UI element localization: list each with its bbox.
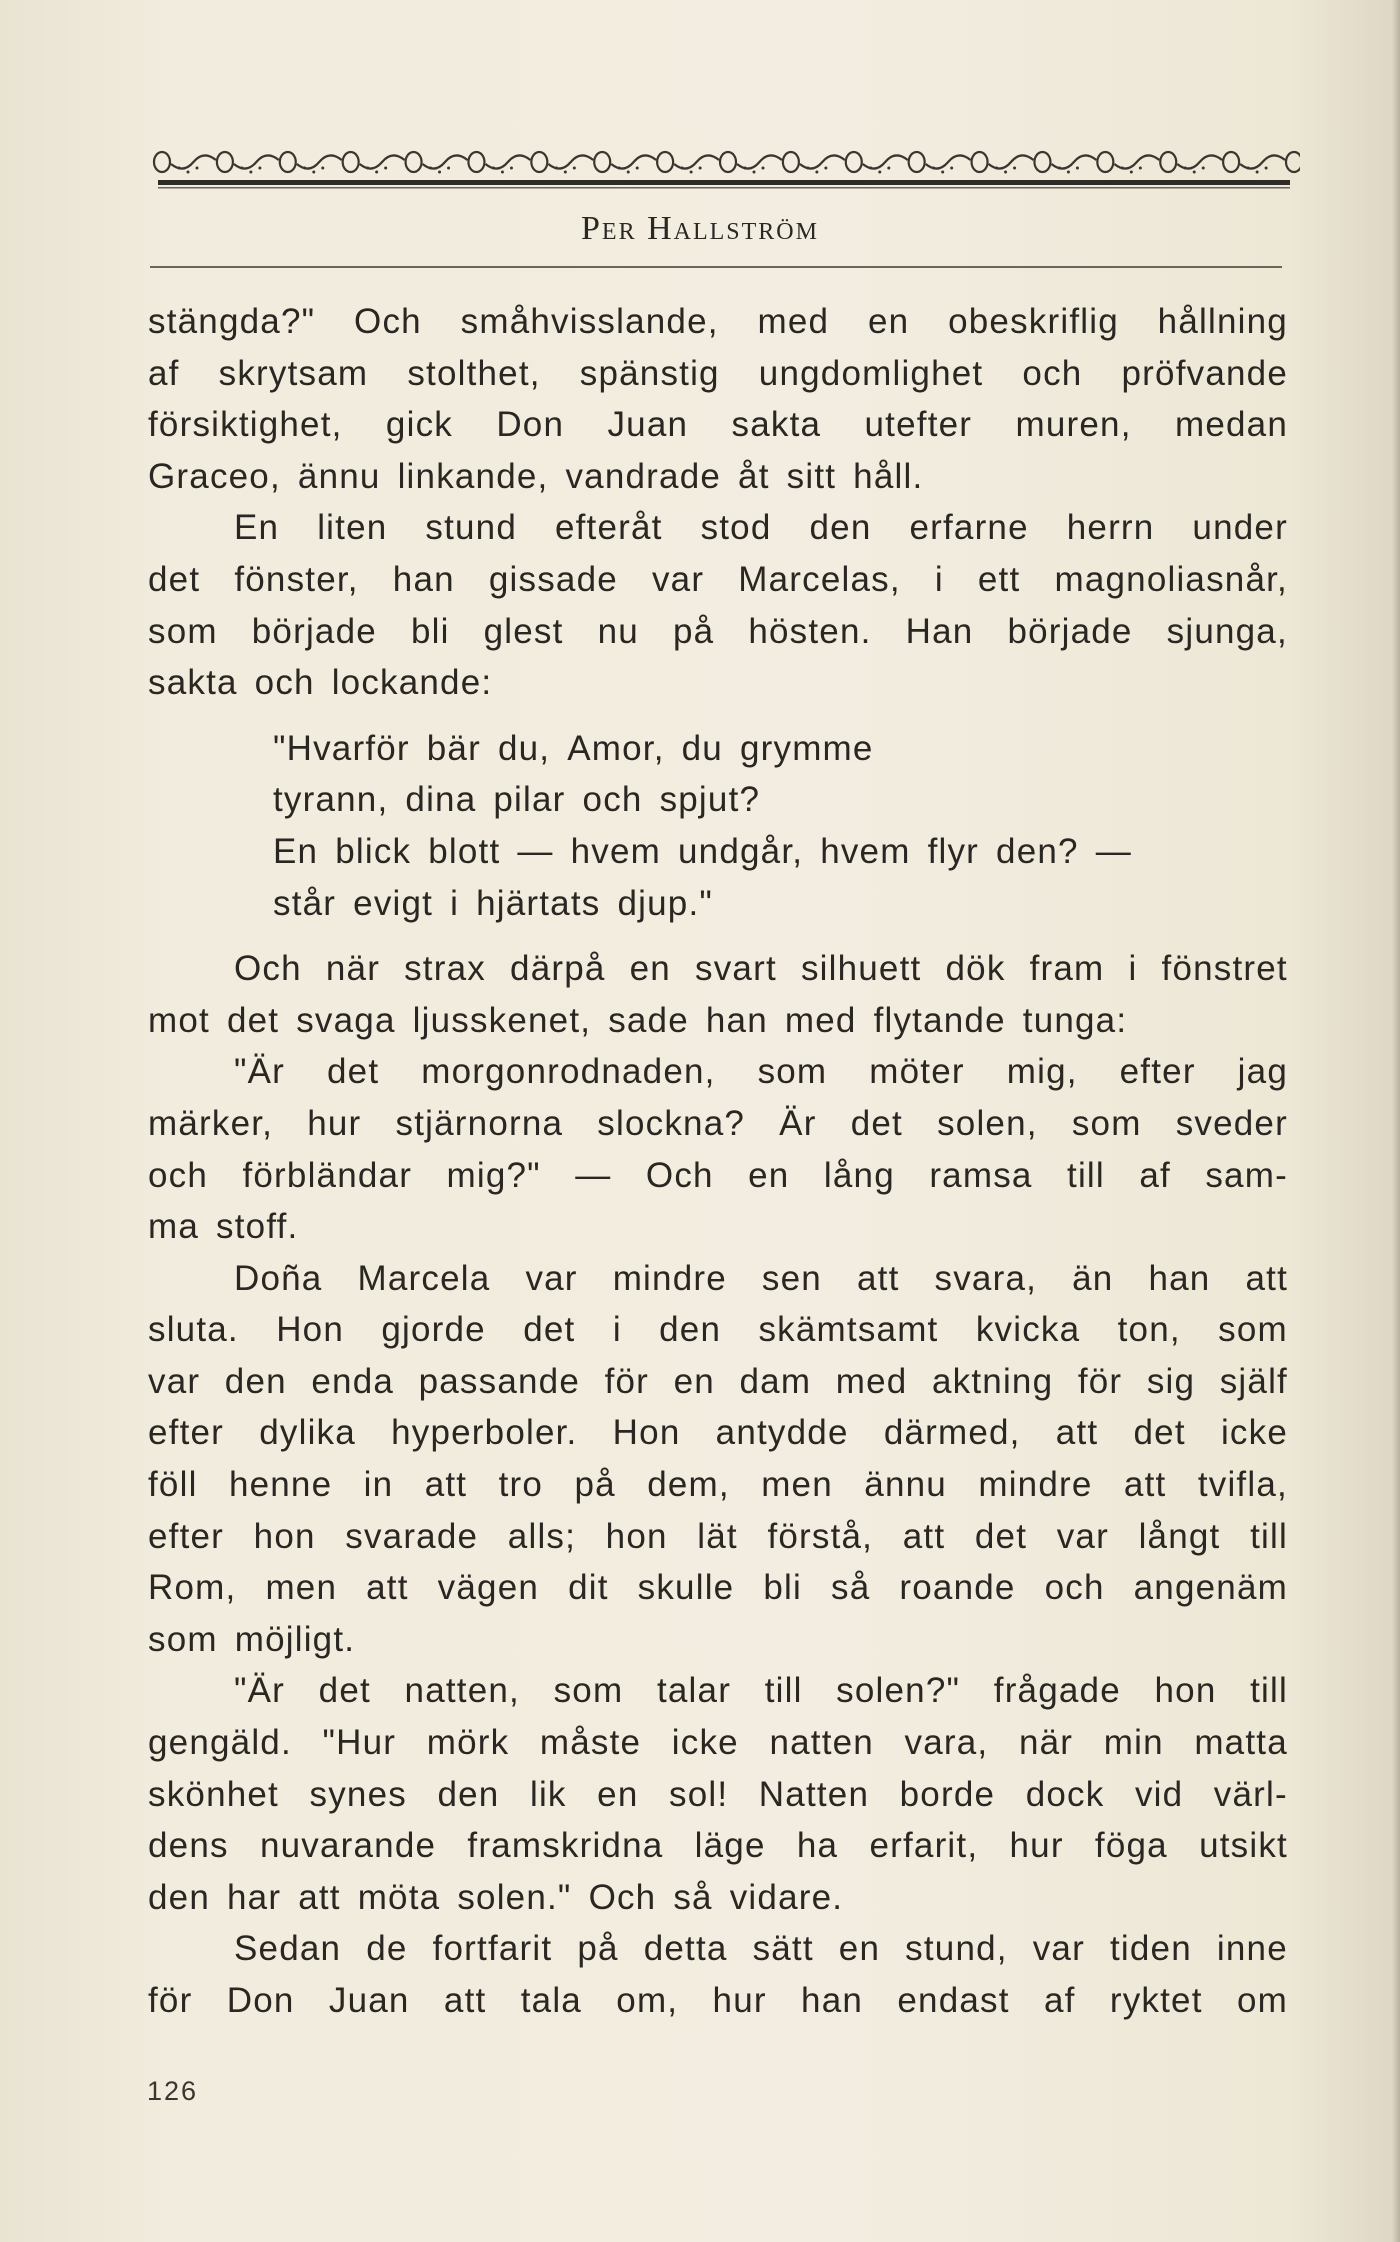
text-line: och förbländar mig?" — Och en lång ramsa till af sam- [148, 1155, 1288, 1195]
text-line: den har att möta solen." Och så vidare. [148, 1877, 844, 1917]
text-line: Doña Marcela var mindre sen att svara, än han att [234, 1258, 1288, 1298]
paragraph [148, 1923, 1288, 2026]
text-line: "Är det morgonrodnaden, som möter mig, efter jag [234, 1052, 1288, 1092]
text-line: Graceo, ännu linkande, vandrade åt sitt håll. [148, 456, 924, 496]
page-number: 126 [147, 2076, 199, 2106]
paragraph [148, 296, 1288, 502]
text-line: mot det svaga ljusskenet, sade han med flytande tunga: [148, 1000, 1128, 1040]
text-line: står evigt i hjärtats djup." [273, 883, 713, 923]
text-line: föll henne in att tro på dem, men ännu mindre att tvifla, [148, 1465, 1288, 1505]
text-line: dens nuvarande framskridna läge ha erfarit, hur föga utsikt [148, 1826, 1288, 1866]
text-line: Rom, men att vägen dit skulle bli så roande och angenäm [148, 1568, 1288, 1608]
text-line: tyrann, dina pilar och spjut? [273, 780, 761, 820]
text-line: Sedan de fortfarit på detta sätt en stund, var tiden inne [234, 1929, 1288, 1969]
paragraph [148, 1253, 1288, 1666]
text-line: det fönster, han gissade var Marcelas, i ett magnoliasnår, [148, 559, 1288, 599]
running-head: Per Hallström [581, 210, 819, 247]
text-line: "Hvarför bär du, Amor, du grymme [273, 728, 874, 768]
text-line: "Är det natten, som talar till solen?" frågade hon till [234, 1671, 1288, 1711]
text-line: märker, hur stjärnorna slockna? Är det solen, som sveder [148, 1103, 1288, 1143]
text-line: efter hon svarade alls; hon lät förstå, att det var långt till [148, 1516, 1288, 1556]
text-line: sakta och lockande: [148, 663, 493, 703]
text-line: af skrytsam stolthet, spänstig ungdomlighet och pröfvande [148, 353, 1288, 393]
page-edge-shadow [1392, 0, 1400, 2242]
text-line: som började bli glest nu på hösten. Han började sjunga, [148, 611, 1288, 651]
page-text [148, 296, 1288, 2027]
paragraph [148, 1665, 1288, 1923]
paragraph [148, 1046, 1288, 1252]
text-line: skönhet synes den lik en sol! Natten borde dock vid värl- [148, 1774, 1288, 1814]
paragraph [148, 943, 1288, 1046]
text-line: gengäld. "Hur mörk måste icke natten vara, när min matta [148, 1723, 1288, 1763]
verse-block [148, 723, 1288, 929]
header-rule [150, 266, 1282, 268]
text-line: sluta. Hon gjorde det i den skämtsamt kvicka ton, som [148, 1310, 1288, 1350]
text-line: efter dylika hyperboler. Hon antydde därmed, att det icke [148, 1413, 1288, 1453]
text-line: för Don Juan att tala om, hur han endast af ryktet om [148, 1981, 1288, 2020]
text-line: stängda?" Och småhvisslande, med en obeskriflig hållning [148, 302, 1288, 341]
text-line: ma stoff. [148, 1207, 299, 1247]
text-line: Och när strax därpå en svart silhuett dök fram i fönstret [234, 949, 1288, 989]
text-line: En blick blott — hvem undgår, hvem flyr den? — [273, 831, 1132, 871]
paragraph [148, 502, 1288, 708]
text-line: En liten stund efteråt stod den erfarne herrn under [234, 508, 1288, 548]
text-line: var den enda passande för en dam med aktning för sig själf [148, 1361, 1288, 1401]
text-line: försiktighet, gick Don Juan sakta utefter muren, medan [148, 405, 1288, 445]
text-line: som möjligt. [148, 1619, 356, 1659]
decorative-chain-border-icon [150, 138, 1300, 198]
